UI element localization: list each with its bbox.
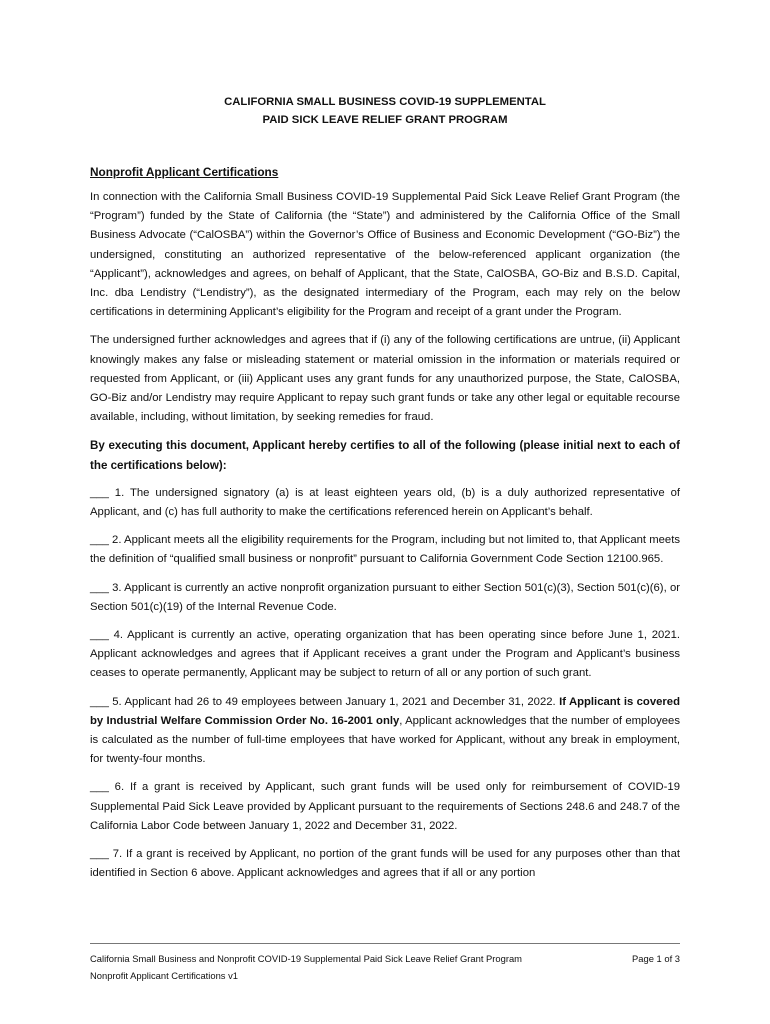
document-body bbox=[90, 93, 680, 884]
footer-line-1: California Small Business and Nonprofit COVID-19 Supplemental Paid Sick Leave Relief Grant Program bbox=[90, 953, 522, 964]
certification-5 bbox=[90, 693, 680, 770]
certify-statement: By executing this document, Applicant hereby certifies to all of the following (please initial next to each of the certifications below): bbox=[90, 439, 680, 472]
certification-2: ___ 2. Applicant meets all the eligibility requirements for the Program, including but not limited to, that Applicant meets the definition of “qualified small business or nonprofit” pursuant to California Government Code Section 12100.965. bbox=[90, 534, 680, 566]
certification-7: ___ 7. If a grant is received by Applicant, no portion of the grant funds will be used for any purposes other than that identified in Section 6 above. Applicant acknowledges and agrees that if all or any portion bbox=[90, 848, 680, 880]
certification-5-text-before: ___ 5. Applicant had 26 to 49 employees between January 1, 2021 and December 31, 2022. bbox=[90, 695, 560, 708]
acknowledgement-paragraph: The undersigned further acknowledges and agrees that if (i) any of the following certifications are untrue, (ii) Applicant knowingly makes any false or misleading statement or material omission in the information or materials required or requested from Applicant, or (iii) Applicant uses any grant funds for any unauthorized purpose, the State, CalOSBA, GO-Biz and/or Lendistry may require Applicant to repay such grant funds or take any other legal or equitable recourse available, including, without limitation, by seeking remedies for fraud. bbox=[90, 334, 680, 424]
footer-divider bbox=[90, 943, 680, 944]
certification-3: ___ 3. Applicant is currently an active nonprofit organization pursuant to either Section 501(c)(3), Section 501(c)(6), or Section 501(c)(19) of the Internal Revenue Code. bbox=[90, 581, 680, 613]
intro-paragraph: In connection with the California Small Business COVID-19 Supplemental Paid Sick Leave Relief Grant Program (the “Program”) funded by the State of California (the “State”) and administered by the California Office of the Small Business Advocate (“CalOSBA”) within the Governor’s Office of Business and Economic Development (“GO-Biz”) the undersigned, constituting an authorized representative of the below-referenced applicant organization (the “Applicant”), acknowledges and agrees, on behalf of Applicant, that the State, CalOSBA, GO-Biz and B.S.D. Capital, Inc. dba Lendistry (“Lendistry”), as the designated intermediary of the Program, each may rely on the below certifications in determining Applicant’s eligibility for the Program and receipt of a grant under the Program. bbox=[90, 191, 680, 319]
footer-line-2: Nonprofit Applicant Certifications v1 bbox=[90, 970, 238, 981]
certification-5-bold-text: If Applicant is covered by Industrial Welfare Commission Order No. 16-2001 only bbox=[90, 695, 680, 727]
certification-1: ___ 1. The undersigned signatory (a) is at least eighteen years old, (b) is a duly authorized representative of Applicant, and (c) has full authority to make the certifications referenced herein on Applicant’s behalf. bbox=[90, 486, 680, 519]
footer-text bbox=[90, 950, 522, 984]
page-number: Page 1 of 3 bbox=[632, 953, 680, 964]
certification-5-text-after: , Applicant acknowledges that the number of employees is calculated as the number of full-time employees that have worked for Applicant, without any break in employment, for twenty-four months. bbox=[90, 714, 680, 766]
title-line-2: PAID SICK LEAVE RELIEF GRANT PROGRAM bbox=[262, 114, 508, 126]
document-title bbox=[90, 93, 680, 129]
certification-6: ___ 6. If a grant is received by Applicant, such grant funds will be used only for reimbursement of COVID-19 Supplemental Paid Sick Leave provided by Applicant pursuant to the requirements of Sections 248.6 and 248.7 of the California Labor Code between January 1, 2022 and December 31, 2022. bbox=[90, 781, 680, 832]
certification-4: ___ 4. Applicant is currently an active, operating organization that has been operating since before June 1, 2021. Applicant acknowledges and agrees that if Applicant receives a grant under the Program and Applicant’s business ceases to operate permanently, Applicant may be subject to return of all or any portion of such grant. bbox=[90, 629, 680, 680]
title-line-1: CALIFORNIA SMALL BUSINESS COVID-19 SUPPLEMENTAL bbox=[224, 96, 546, 108]
section-heading: Nonprofit Applicant Certifications bbox=[90, 165, 279, 179]
